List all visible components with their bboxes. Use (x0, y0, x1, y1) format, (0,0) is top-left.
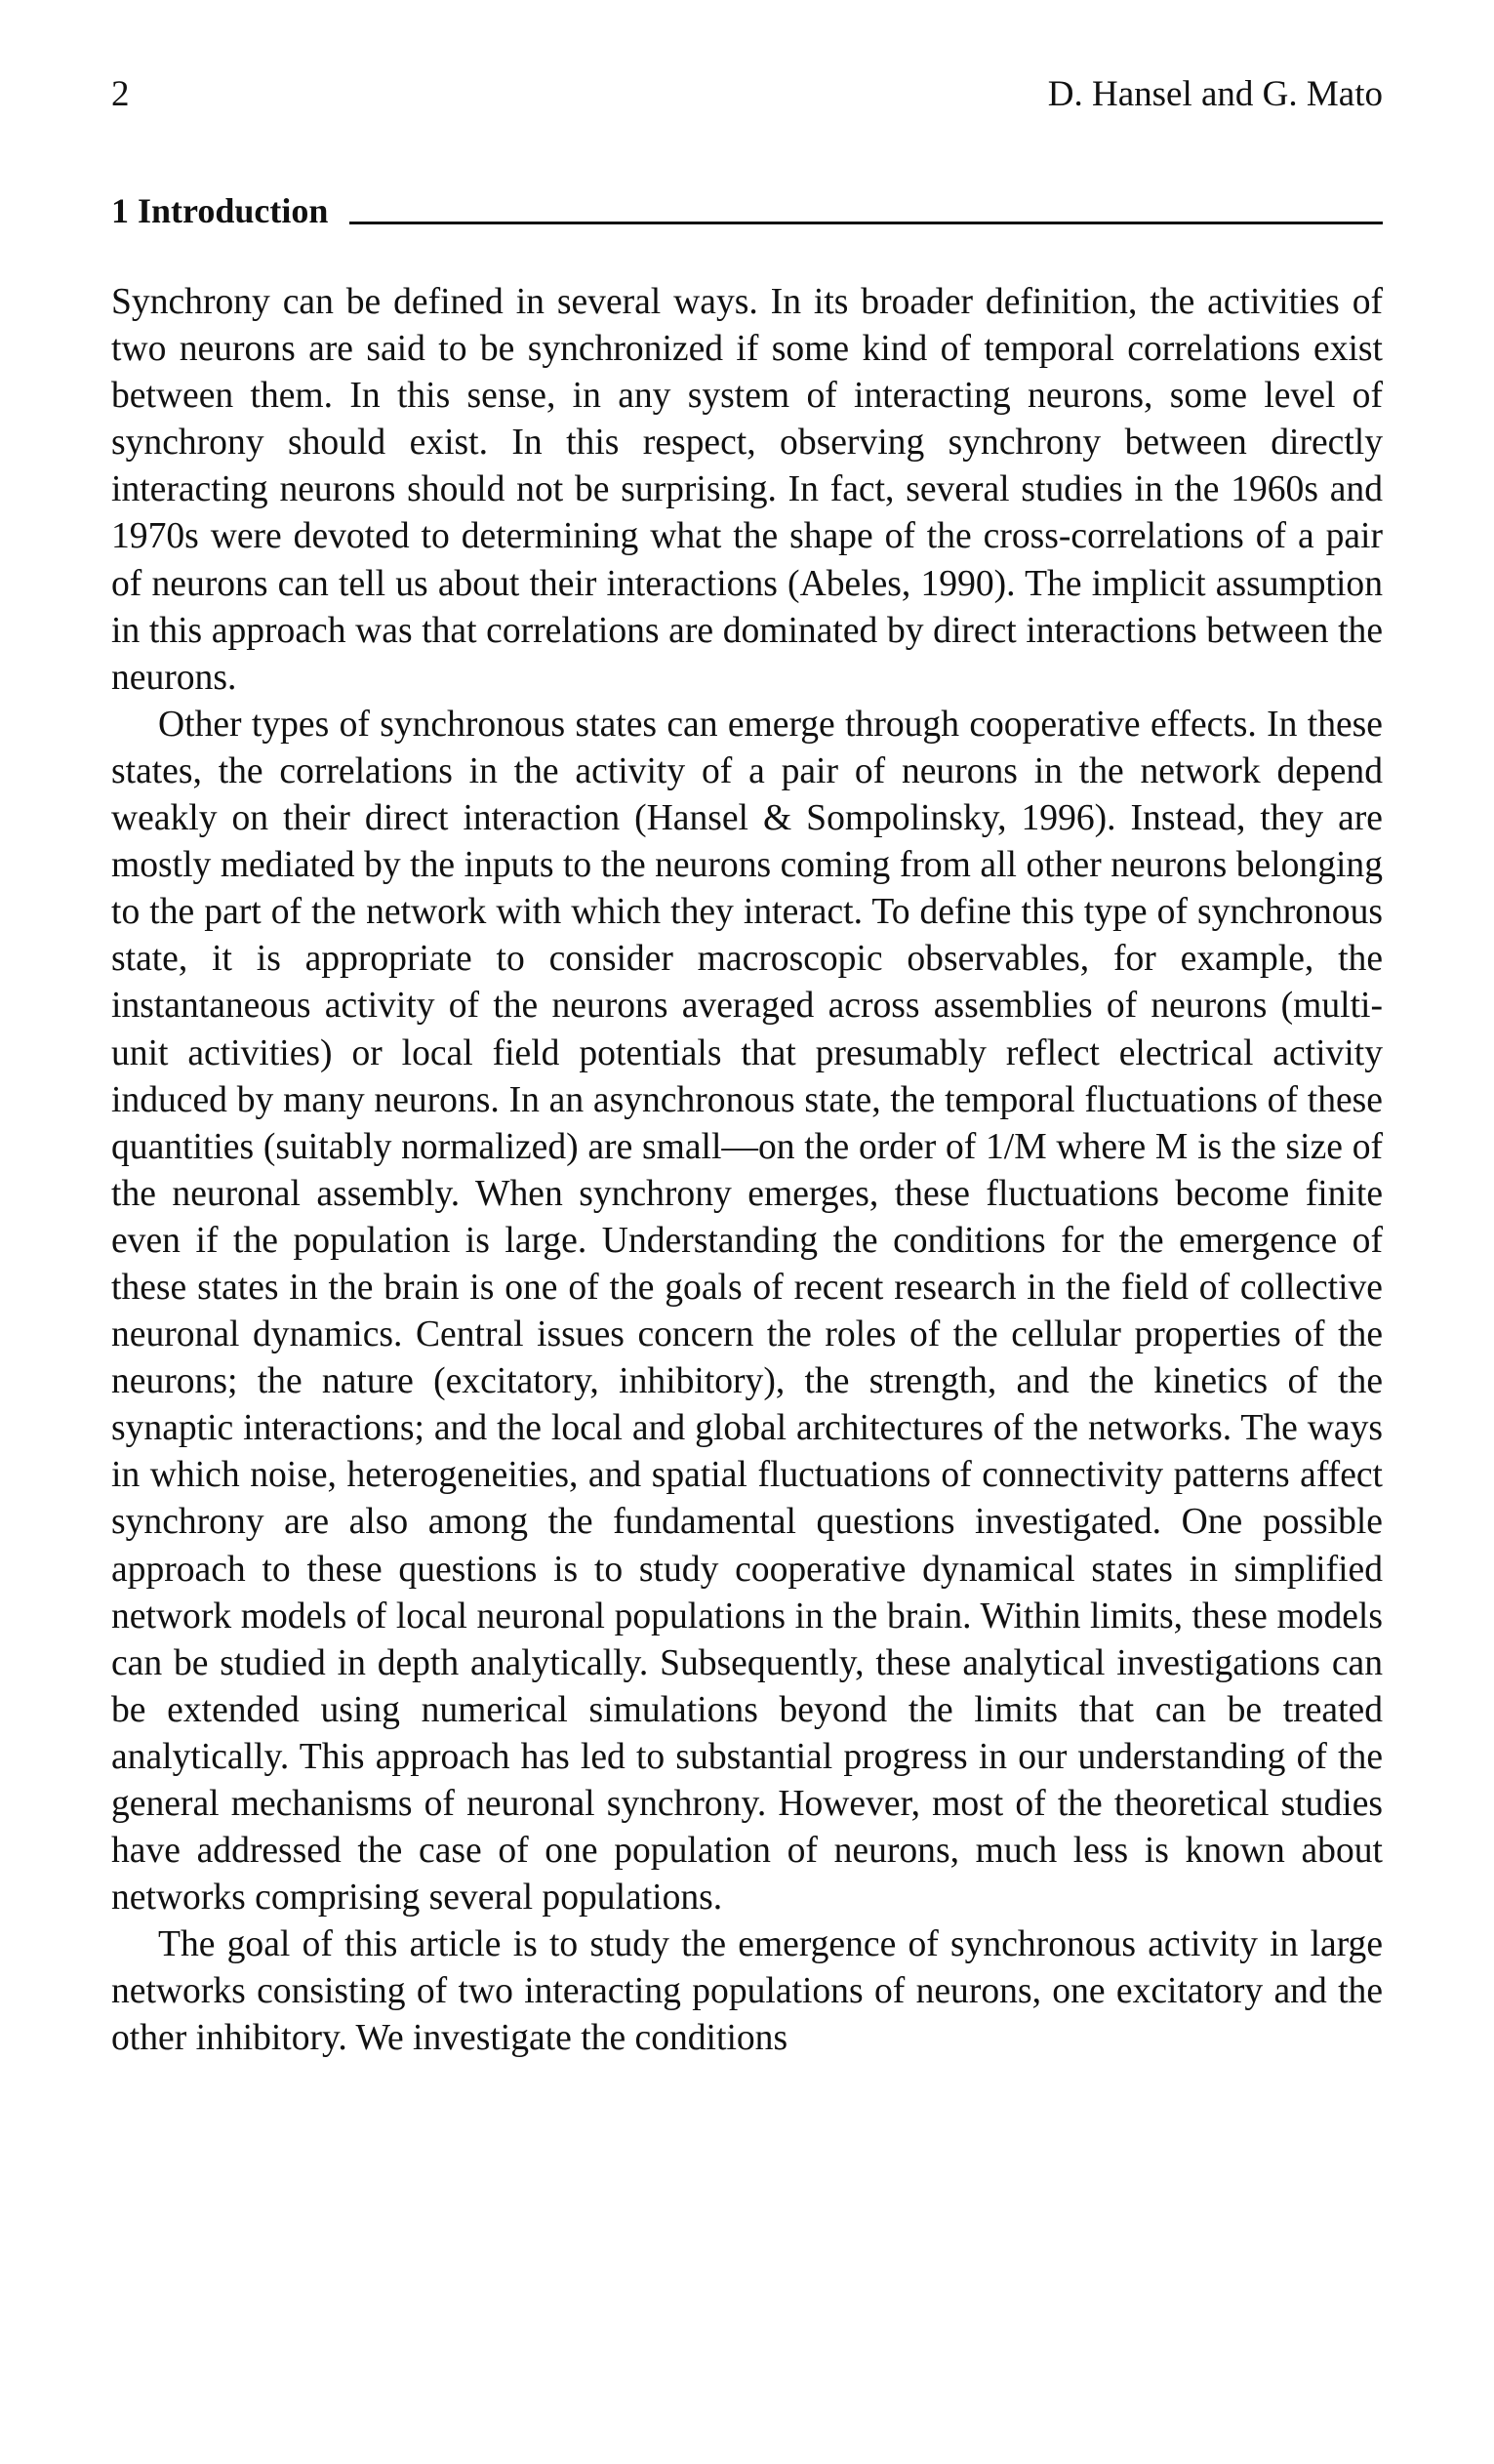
paragraph-2: Other types of synchronous states can emerge through cooperative effects. In these states, the correlations in the activity of a pair of neurons in the network depend weakly on their direct interaction (Hansel & Sompolinsky, 1996). Instead, they are mostly mediated by the inputs to the neurons coming from all other neurons belonging to the part of the network with which they interact. To define this type of synchronous state, it is appropriate to consider macroscopic observables, for example, the instantaneous activity of the neurons averaged across assemblies of neurons (multi-unit activities) or local field potentials that presumably reflect electrical activity induced by many neurons. In an asynchronous state, the temporal fluctuations of these quantities (suitably normalized) are small—on the order of 1/M where M is the size of the neuronal assembly. When synchrony emerges, these fluctuations become finite even if the population is large. Understanding the conditions for the emergence of these states in the brain is one of the goals of recent research in the field of collective neuronal dynamics. Central issues concern the roles of the cellular properties of the neurons; the nature (excitatory, inhibitory), the strength, and the kinetics of the synaptic interactions; and the local and global architectures of the networks. The ways in which noise, heterogeneities, and spatial fluctuations of connectivity patterns affect synchrony are also among the fundamental questions investigated. One possible approach to these questions is to study cooperative dynamical states in simplified network models of local neuronal populations in the brain. Within limits, these models can be studied in depth analytically. Subsequently, these analytical investigations can be extended using numerical simulations beyond the limits that can be treated analytically. This approach has led to substantial progress in our understanding of the general mechanisms of neuronal synchrony. However, most of the theoretical studies have addressed the case of one population of neurons, much less is known about networks comprising several populations. (111, 704, 1383, 1919)
section-rule (349, 222, 1383, 224)
page-number: 2 (111, 74, 130, 114)
running-head (111, 70, 1383, 119)
section-heading (111, 183, 1383, 232)
paragraph-1: Synchrony can be defined in several ways. In its broader definition, the activities of two neurons are said to be synchronized if some kind of temporal correlations exist between them. In this sense, in any system of interacting neurons, some level of synchrony should exist. In this respect, observing synchrony between directly interacting neurons should not be surprising. In fact, several studies in the 1960s and 1970s were devoted to determining what the shape of the cross-correlations of a pair of neurons can tell us about their interactions (Abeles, 1990). The implicit assumption in this approach was that correlations are dominated by direct interactions between the neurons. (111, 282, 1383, 698)
running-head-authors: D. Hansel and G. Mato (1047, 74, 1383, 114)
body-text (111, 279, 1383, 2063)
section-title: 1 Introduction (111, 191, 329, 230)
paragraph-3: The goal of this article is to study the emergence of synchronous activity in large networks consisting of two interacting populations of neurons, one excitatory and the other inhibitory. We investigate the conditions (111, 1924, 1383, 2059)
